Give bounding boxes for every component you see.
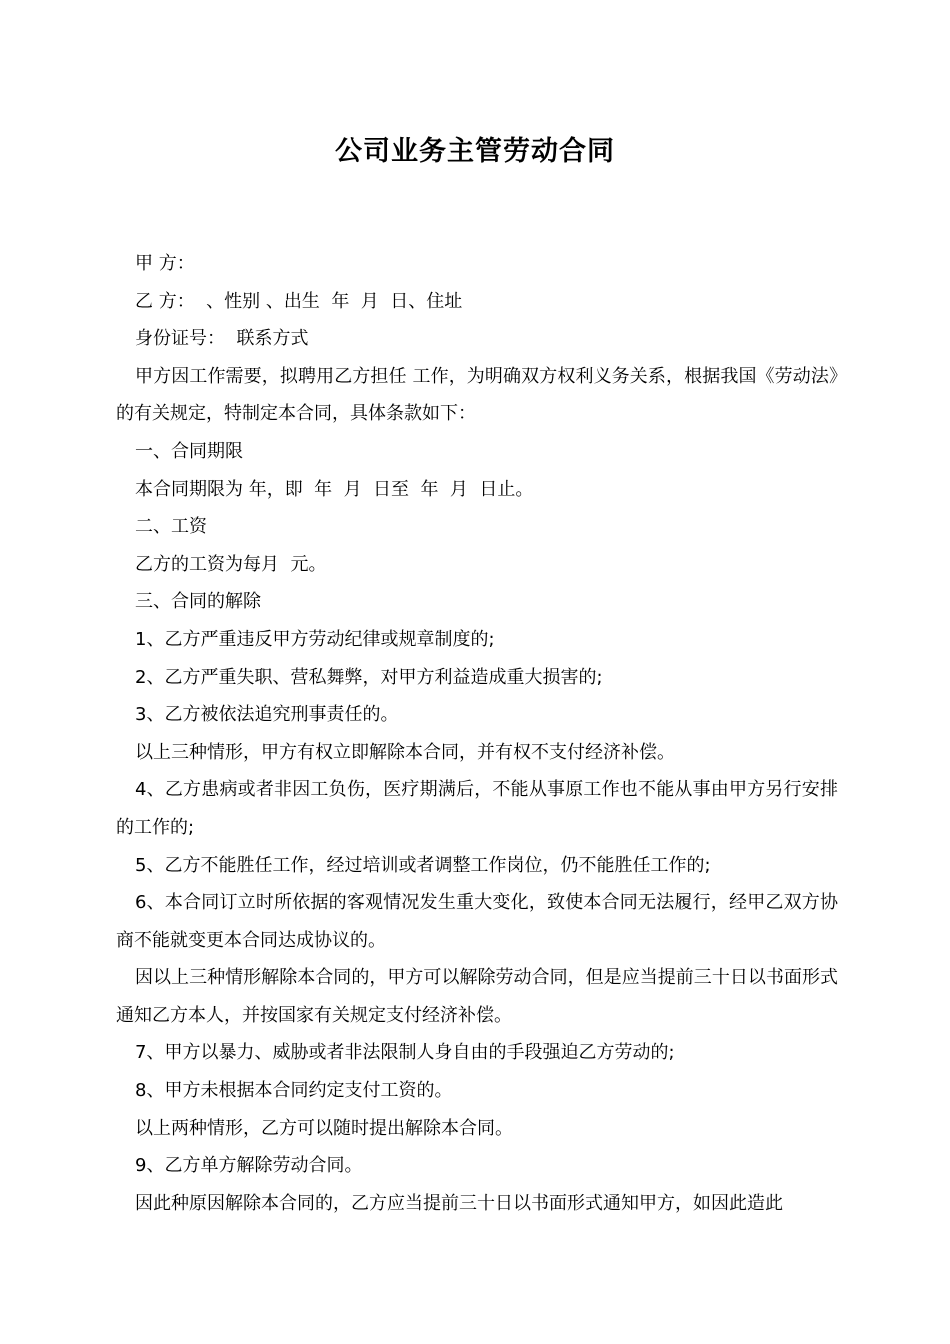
clause-item: 1、乙方严重违反甲方劳动纪律或规章制度的; <box>135 628 495 650</box>
clause-item: 9、乙方单方解除劳动合同。 <box>135 1155 363 1177</box>
clause-summary: 以上两种情形，乙方可以随时提出解除本合同。 <box>135 1117 513 1139</box>
id-contact-line: 身份证号： 联系方式 <box>135 328 309 350</box>
section-heading-term: 一、合同期限 <box>135 440 243 462</box>
clause-summary: 因此种原因解除本合同的，乙方应当提前三十日以书面形式通知甲方，如因此造此 <box>135 1192 783 1214</box>
clause-item: 7、甲方以暴力、威胁或者非法限制人身自由的手段强迫乙方劳动的; <box>135 1042 675 1064</box>
salary-paragraph: 乙方的工资为每月 元。 <box>135 553 327 575</box>
clause-item: 5、乙方不能胜任工作，经过培训或者调整工作岗位，仍不能胜任工作的; <box>135 854 711 876</box>
document-title: 公司业务主管劳动合同 <box>335 136 615 167</box>
document-body <box>116 245 838 1222</box>
clause-summary: 以上三种情形，甲方有权立即解除本合同，并有权不支付经济补偿。 <box>135 741 675 763</box>
section-heading-termination: 三、合同的解除 <box>135 591 261 613</box>
clause-item: 2、乙方严重失职、营私舞弊，对甲方利益造成重大损害的; <box>135 666 603 688</box>
section-heading-salary: 二、工资 <box>135 516 207 538</box>
clause-item: 3、乙方被依法追究刑事责任的。 <box>135 704 399 726</box>
preamble-paragraph: 甲方因工作需要，拟聘用乙方担任 工作，为明确双方权利义务关系，根据我国《劳动法》的有关规定，特制定本合同，具体条款如下： <box>116 365 838 425</box>
party-a-line: 甲 方： <box>135 253 195 274</box>
party-b-line: 乙 方： 、性别 、出生 年 月 日、住址 <box>135 290 463 312</box>
term-paragraph: 本合同期限为 年，即 年 月 日至 年 月 日止。 <box>135 478 534 500</box>
clause-item: 4、乙方患病或者非因工负伤，医疗期满后，不能从事原工作也不能从事由甲方另行安排的工作的; <box>116 779 838 838</box>
clause-summary: 因以上三种情形解除本合同的，甲方可以解除劳动合同，但是应当提前三十日以书面形式通知乙方本人，并按国家有关规定支付经济补偿。 <box>116 967 838 1026</box>
clause-item: 8、甲方未根据本合同约定支付工资的。 <box>135 1080 453 1102</box>
clause-item: 6、本合同订立时所依据的客观情况发生重大变化，致使本合同无法履行，经甲乙双方协商不能就变更本合同达成协议的。 <box>116 892 838 951</box>
